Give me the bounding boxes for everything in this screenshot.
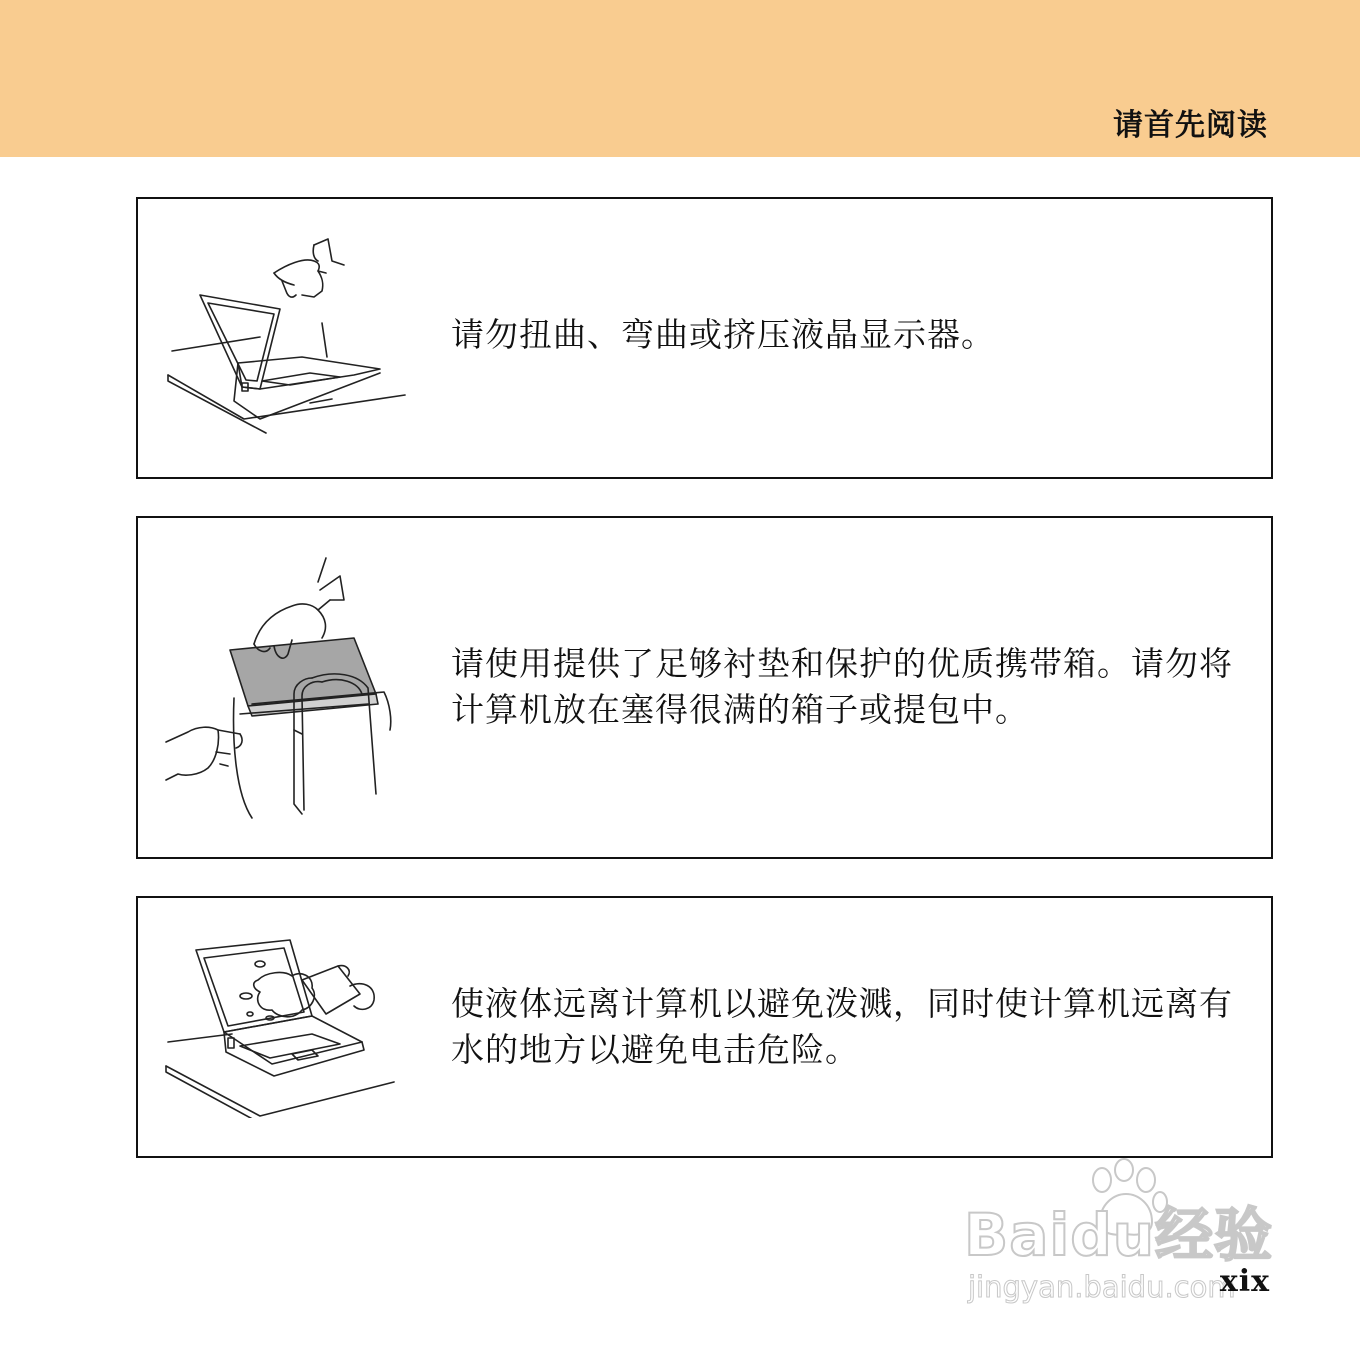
notice-box-lcd [136,197,1273,479]
notice-text-lcd: 请勿扭曲、弯曲或挤压液晶显示器。 [451,315,995,354]
liquid-spill-on-laptop-illustration [162,936,402,1118]
notice-text-carrying-case: 请使用提供了足够衬垫和保护的优质携带箱。请勿将计算机放在塞得很满的箱子或提包中。 [451,644,1233,729]
laptop-into-carrying-case-illustration [162,554,397,819]
watermark-url-text: jingyan.baidu.com [968,1270,1236,1304]
header-bar [0,0,1360,157]
laptop-screen-twist-illustration [162,233,412,438]
notice-box-carrying-case [136,516,1273,859]
notice-text-liquid: 使液体远离计算机以避免泼溅，同时使计算机远离有水的地方以避免电击危险。 [451,984,1233,1069]
section-title: 请首先阅读 [1113,108,1268,143]
watermark-brand-text: Baidu经验 [964,1201,1274,1269]
notice-box-liquid [136,896,1273,1158]
page-number: xix [1219,1264,1270,1299]
